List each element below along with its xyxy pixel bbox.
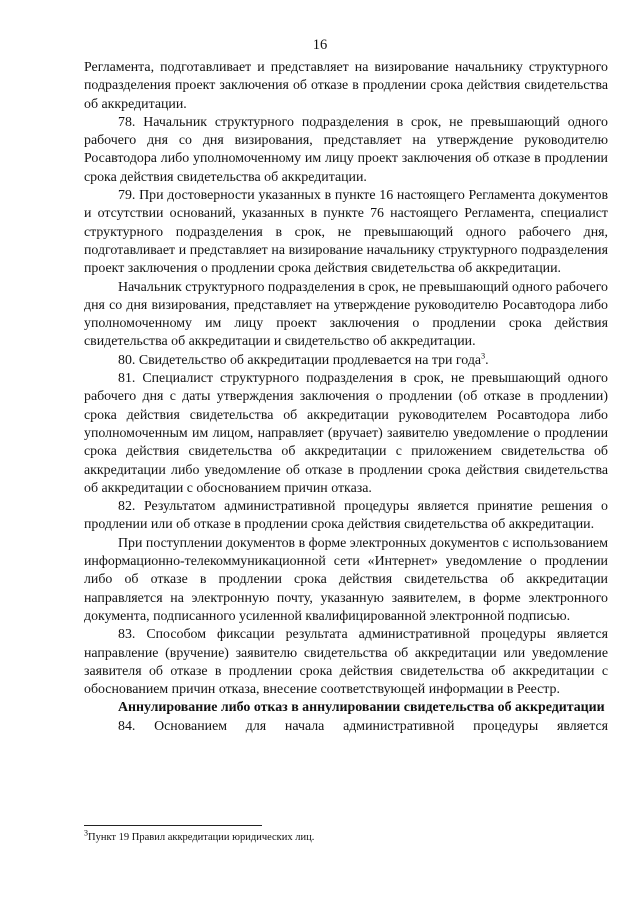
paragraph-79-head-approval: Начальник структурного подразделения в срок, не превышающий одного рабочего дня со дня визирования, представляет на утверждение руководителю Росавтодора либо уполномоченному им лицу проект заключения о продлении срока действия свидетельства об аккредитации и свидетельство об аккредитации. <box>84 279 608 350</box>
footnote-reference: 3 <box>481 351 486 361</box>
paragraph-82: 82. Результатом административной процедуры является принятие решения о продлении или об отказе в продлении срока действия свидетельства об аккредитации. <box>84 499 608 533</box>
paragraph-80-period: . <box>485 352 489 368</box>
paragraph-79: 79. При достоверности указанных в пункте 16 настоящего Регламента документов и отсутствии оснований, указанных в пункте 76 настоящего Регламента, специалист структурного подразделения в срок, не превышающий одного рабочего дня, подготавливает и представляет на визирование начальнику структурного подразделения проект заключения о продлении срока действия свидетельства об аккредитации. <box>84 188 608 277</box>
document-body <box>84 59 608 736</box>
paragraph-84: 84. Основанием для начала административной процедуры является <box>118 718 608 734</box>
footnote-marker: 3 <box>84 828 88 838</box>
paragraph-82-electronic: При поступлении документов в форме электронных документов с использованием информационно-телекоммуникационной сети «Интернет» уведомление о продлении либо об отказе в продлении срока действия свидетельства об аккредитации направляется на электронную почту, указанную заявителем, в форме электронного документа, подписанного усиленной квалифицированной электронной подписью. <box>84 535 608 624</box>
paragraph-80-text: 80. Свидетельство об аккредитации продлевается на три года <box>118 352 482 368</box>
footnote-divider <box>84 825 262 826</box>
paragraph-regulation-continuation: Регламента, подготавливает и представляет на визирование начальнику структурного подразделения проект заключения об отказе в продлении срока действия свидетельства об аккредитации. <box>84 60 608 112</box>
paragraph-80 <box>84 352 608 370</box>
footnote-text: Пункт 19 Правил аккредитации юридических лиц. <box>88 832 315 843</box>
paragraph-78: 78. Начальник структурного подразделения в срок, не превышающий одного рабочего дня со дня визирования, представляет на утверждение руководителю Росавтодора либо уполномоченному им лицу проект заключения об отказе в продлении срока действия свидетельства об аккредитации. <box>84 114 608 185</box>
paragraph-81: 81. Специалист структурного подразделения в срок, не превышающий одного рабочего дня с даты утверждения заключения о продлении (об отказе в продлении) срока действия свидетельства об аккредитации руководителем Росавтодора либо уполномоченным им лицом, направляет (вручает) заявителю уведомление о продлении срока действия свидетельства об аккредитации с приложением свидетельства об аккредитации либо уведомление об отказе в продлении срока действия свидетельства об аккредитации с обоснованием причин отказа. <box>84 371 608 496</box>
footnote <box>84 828 604 844</box>
section-heading: Аннулирование либо отказ в аннулировании свидетельства об аккредитации <box>118 700 605 716</box>
paragraph-83: 83. Способом фиксации результата административной процедуры является направление (вручение) заявителю свидетельства об аккредитации или уведомление заявителя об отказе в продлении срока действия свидетельства об аккредитации с обоснованием причин отказа, внесение соответствующей информации в Реестр. <box>84 627 608 698</box>
page-number: 16 <box>312 37 328 53</box>
